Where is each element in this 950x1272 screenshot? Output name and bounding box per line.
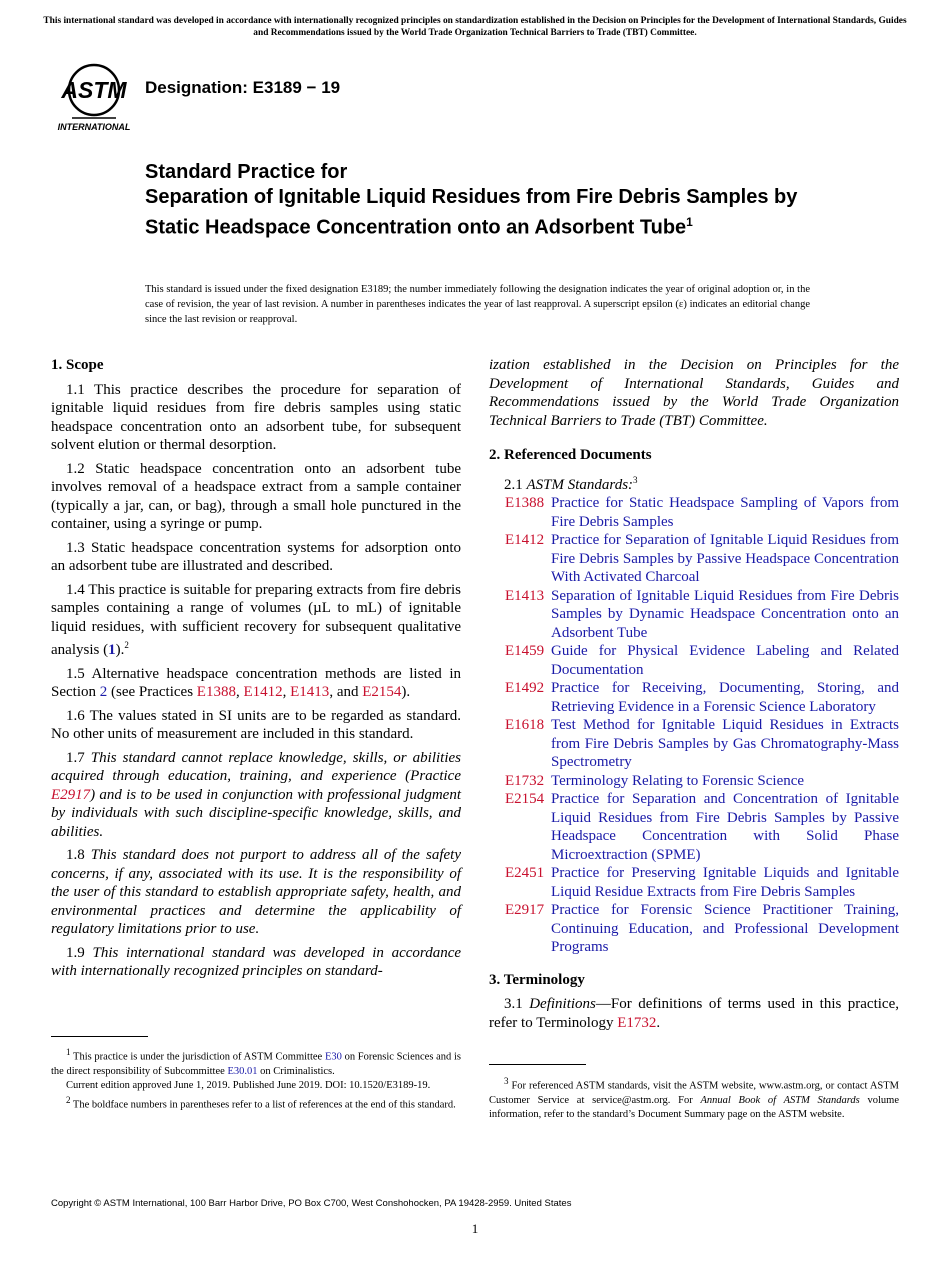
document-title (145, 160, 845, 241)
footnote-rule-right (489, 1064, 586, 1065)
footnote-2-text: The boldface numbers in parentheses refer to a list of references at the end of this standard. (70, 1099, 456, 1111)
footnote-1 (51, 1045, 461, 1079)
title-line-1: Standard Practice for (145, 161, 348, 183)
e30-01-link[interactable]: E30.01 (227, 1065, 258, 1077)
para-1-4-text: 1.4 This practice is suitable for preparing extracts from fire debris samples containing a range of volumes (µL to mL) of ignitable liquid residues, with sufficient recovery for subsequent qualitative analysis ( (51, 581, 462, 658)
reference-code[interactable]: E1413 (505, 587, 545, 604)
terminology-heading: 3. Terminology (489, 971, 585, 988)
reference-item[interactable] (489, 679, 899, 716)
para-1-5-end: ). (401, 684, 411, 700)
reference-item[interactable] (489, 790, 899, 864)
reference-title[interactable]: Terminology Relating to Forensic Science (551, 772, 805, 789)
e30-link[interactable]: E30 (324, 1051, 342, 1063)
para-1-5: 1.5 Alternative headspace concentration methods are listed in Section 2 (see Practices E1388, E1412, E1413, and E2154). (51, 665, 461, 700)
reference-code[interactable]: E1618 (505, 717, 545, 733)
reference-title[interactable]: Practice for Separation of Ignitable Liquid Residues from Fire Debris Samples by Passive Headspace Concentration With Activated Charcoal (551, 532, 899, 585)
reference-list (489, 494, 899, 957)
reference-code[interactable]: E2451 (505, 865, 545, 881)
referenced-heading: 2. Referenced Documents (489, 447, 652, 463)
logo-word: INTERNATIONAL (57, 122, 131, 132)
left-column (51, 356, 461, 986)
astm-standards-label: ASTM Standards: (526, 476, 634, 493)
reference-title[interactable]: Practice for Forensic Science Practitioner Training, Continuing Education, and Professional Development Programs (551, 902, 899, 955)
para-2-1-num: 2.1 (504, 476, 527, 493)
reference-title[interactable]: Practice for Static Headspace Sampling of Vapors from Fire Debris Samples (551, 495, 899, 530)
reference-code[interactable]: E1388 (505, 495, 545, 511)
footnote-3-italic: Annual Book of ASTM Standards (700, 1094, 860, 1106)
reference-item[interactable] (489, 587, 899, 643)
para-1-4-end: ). (115, 642, 125, 658)
para-1-7-num: 1.7 (66, 749, 91, 766)
para-1-9 (51, 944, 461, 981)
reference-item[interactable] (489, 864, 899, 901)
para-1-7 (51, 749, 461, 842)
section-2-link[interactable]: 2 (99, 684, 108, 700)
para-1-5-b: (see Practices (107, 684, 197, 700)
para-1-9-continued: ization established in the Decision on Principles for the Development of International Standards, Guides and Recommendations issued by the World Trade Organization Technical Barriers to Trade (TBT) Committee. (489, 357, 899, 429)
para-1-8 (51, 846, 461, 939)
para-1-9-a: This international standard was developed in accordance with internationally recognized principles on standard- (51, 944, 462, 979)
tbt-notice: This international standard was developed in accordance with internationally recognized principles on standardization established in the Decision on Principles for the Development of International Standards, Guides and Recommendations issued by the World Trade Organization Technical Barriers to Trade (TBT) Committee. (43, 16, 907, 38)
footnote-1-c: on Criminalistics. (257, 1065, 335, 1077)
reference-title[interactable]: Practice for Separation and Concentration of Ignitable Liquid Residues from Fire Debris Samples by Passive Headspace Concentration with Solid Phase Microextraction (SPME) (551, 791, 899, 863)
para-1-4 (51, 581, 461, 660)
footnote-1-edition: Current edition approved June 1, 2019. Published June 2019. DOI: 10.1520/E3189-19. (66, 1079, 431, 1091)
footnote-3-mark: 3 (633, 474, 638, 485)
para-1-3: 1.3 Static headspace concentration systems for adsorption onto an adsorbent tube are illustrated and described. (51, 539, 461, 574)
footnote-3-mark-bottom: 3 (504, 1076, 509, 1086)
para-3-1 (489, 995, 899, 1032)
e2917-link[interactable]: E2917 (51, 786, 91, 803)
para-3-1-end: . (656, 1014, 661, 1031)
para-1-2: 1.2 Static headspace concentration onto an adsorbent tube involves removal of a headspace extract from a sample container (typically a jar, can, or bag), through a small hole punctured in the container, using a syringe or pump. (51, 460, 461, 532)
para-3-1-num: 3.1 (504, 996, 530, 1012)
e1732-link[interactable]: E1732 (617, 1014, 657, 1031)
reference-link-1[interactable]: 1 (108, 642, 116, 658)
para-1-8-text: This standard does not purport to address all of the safety concerns, if any, associated with its use. It is the responsibility of the user of this standard to establish appropriate safety, health, and environmental practices and determine the applicability of regulatory limitations prior to use. (51, 847, 461, 937)
reference-code[interactable]: E1732 (505, 772, 545, 789)
footnote-2 (51, 1093, 461, 1113)
title-main (145, 185, 845, 241)
para-1-7-a: This standard cannot replace knowledge, skills, or abilities acquired through education, training, and experience (Practice (51, 749, 462, 784)
reference-item[interactable] (489, 901, 899, 957)
para-1-9-num: 1.9 (66, 944, 93, 961)
title-footnote-mark: 1 (686, 215, 693, 229)
reference-title[interactable]: Practice for Preserving Ignitable Liquids and Ignitable Liquid Residue Extracts from Fire Debris Samples (551, 865, 899, 900)
footnotes-left (51, 1045, 461, 1113)
logo-letters: ASTM (61, 77, 127, 103)
definitions-label: Definitions (529, 996, 596, 1012)
footnote-3-b: volume information, refer to the standard’s Document Summary page on the ASTM website. (489, 1094, 899, 1120)
reference-item[interactable] (489, 494, 899, 531)
para-1-6: 1.6 The values stated in SI units are to be regarded as standard. No other units of measurement are included in this standard. (51, 707, 461, 742)
para-1-1: 1.1 This practice describes the procedure for separation of ignitable liquid residues from fire debris samples using static headspace concentration onto an adsorbent tube, for subsequent solvent elution or thermal desorption. (51, 381, 461, 453)
para-3-1-text: —For definitions of terms used in this practice, refer to Terminology (489, 996, 899, 1031)
reference-title[interactable]: Practice for Receiving, Documenting, Storing, and Retrieving Evidence in a Forensic Science Laboratory (551, 680, 899, 715)
footnote-1-mark: 1 (66, 1047, 71, 1057)
issuance-note: This standard is issued under the fixed designation E3189; the number immediately following the designation indicates the year of original adoption or, in the case of revision, the year of last revision. A number in parentheses indicates the year of last reapproval. A superscript epsilon (ε) indicates an editorial change since the last revision or reapproval. (145, 284, 810, 325)
e2154-link[interactable]: E2154 (362, 684, 402, 700)
reference-code[interactable]: E2917 (505, 902, 545, 918)
e1388-link[interactable]: E1388 (196, 684, 236, 700)
reference-title[interactable]: Test Method for Ignitable Liquid Residues in Extracts from Fire Debris Samples by Gas Chromatography-Mass Spectrometry (551, 717, 899, 770)
para-1-8-num: 1.8 (66, 847, 91, 863)
footnote-2-mark: 2 (124, 640, 129, 650)
reference-code[interactable]: E1492 (505, 680, 545, 696)
reference-item[interactable] (489, 642, 899, 679)
footnotes-right (489, 1074, 899, 1122)
page-number: 1 (471, 1221, 479, 1236)
reference-code[interactable]: E1412 (505, 532, 545, 548)
reference-item[interactable] (489, 531, 899, 587)
reference-title[interactable]: Guide for Physical Evidence Labeling and Related Documentation (551, 643, 899, 678)
footnote-3 (489, 1074, 899, 1122)
title-main-text: Separation of Ignitable Liquid Residues from Fire Debris Samples by Static Headspace Concentration onto an Adsorbent Tube (145, 186, 798, 239)
e1413-link[interactable]: E1413 (290, 684, 330, 700)
reference-item[interactable] (489, 772, 899, 791)
reference-code[interactable]: E1459 (505, 643, 545, 659)
reference-item[interactable] (489, 716, 899, 772)
footnote-1-b: on Forensic Sciences and is the direct responsibility of Subcommittee (51, 1051, 461, 1077)
reference-code[interactable]: E2154 (505, 791, 545, 807)
para-1-5-a: 1.5 Alternative headspace concentration methods are listed in Section (51, 665, 461, 700)
footnote-rule-left (51, 1036, 148, 1037)
copyright: Copyright © ASTM International, 100 Barr Harbor Drive, PO Box C700, West Conshohocken, PA 19428-2959. United States (51, 1198, 572, 1209)
footnote-1-a: This practice is under the jurisdiction of ASTM Committee (70, 1051, 325, 1063)
right-column (489, 356, 899, 1037)
footnote-2-mark-bottom: 2 (66, 1095, 71, 1106)
reference-title[interactable]: Separation of Ignitable Liquid Residues from Fire Debris Samples by Dynamic Headspace Concentration onto an Adsorbent Tube (551, 587, 899, 641)
footnote-3-a: For referenced ASTM standards, visit the ASTM website, www.astm.org, or contact ASTM Customer Service at service@astm.org. For (489, 1080, 899, 1106)
para-2-1 (489, 471, 899, 495)
designation: Designation: E3189 − 19 (145, 78, 341, 97)
para-1-7-b: ) and is to be used in conjunction with professional judgment by individuals with such discipline-specific knowledge, skills, and abilities. (51, 786, 461, 840)
e1412-link[interactable]: E1412 (243, 684, 283, 700)
scope-heading: 1. Scope (51, 357, 104, 373)
para-1-5-and: , and (329, 684, 363, 700)
astm-logo (52, 56, 136, 134)
